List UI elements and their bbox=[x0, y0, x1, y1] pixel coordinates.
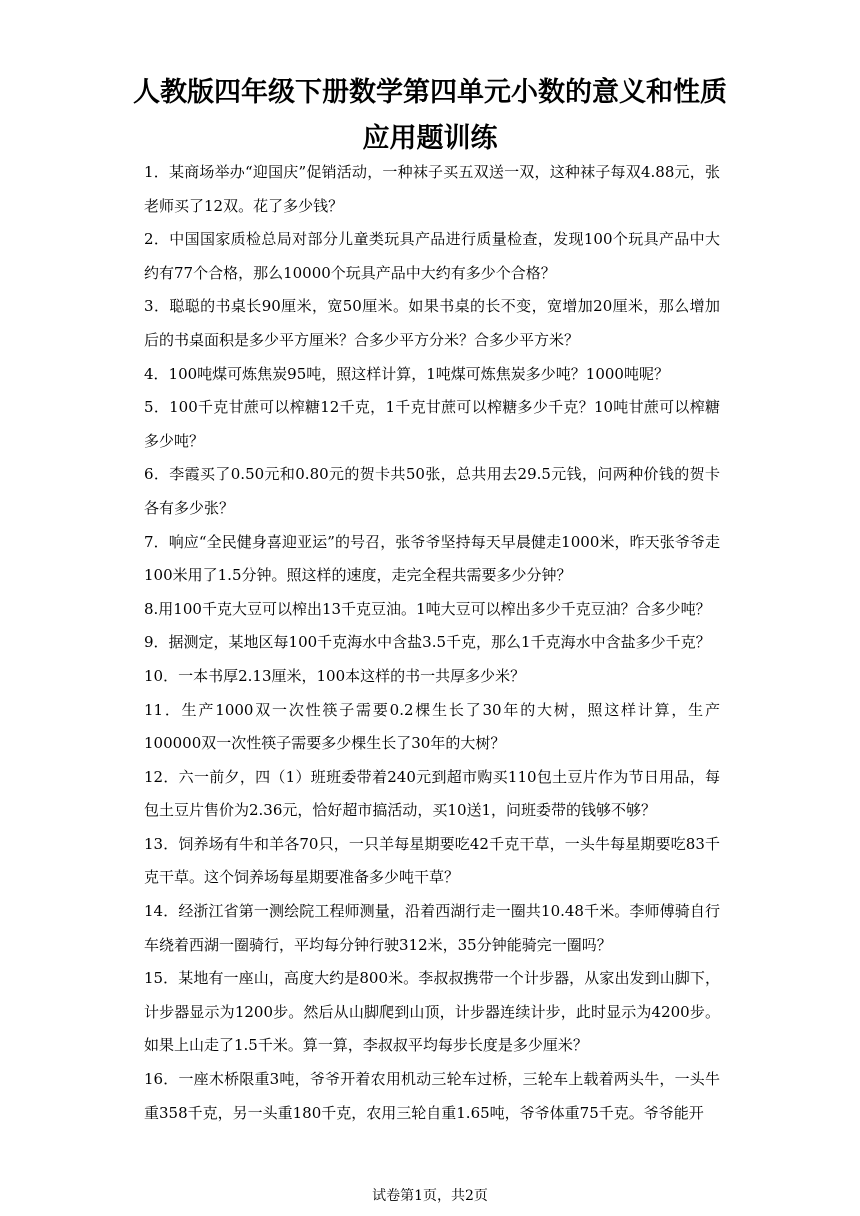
problem-item: 12．六一前夕，四（1）班班委带着240元到超市购买110包土豆片作为节日用品，每包土豆片售价为2.36元，恰好超市搞活动，买10送1，问班委带的钱够不够？ bbox=[144, 767, 720, 820]
problem-item: 14．经浙江省第一测绘院工程师测量，沿着西湖行走一圈共10.48千米。李师傅骑自行车绕着西湖一圈骑行，平均每分钟行驶312米，35分钟能骑完一圈吗？ bbox=[144, 902, 720, 954]
problem-item: 6．李霞买了0.50元和0.80元的贺卡共50张，总共用去29.5元钱，问两种价钱的贺卡各有多少张？ bbox=[144, 465, 720, 517]
page-title: 人教版四年级下册数学第四单元小数的意义和性质应用题训练 bbox=[133, 77, 727, 154]
problem-item: 3．聪聪的书桌长90厘米，宽50厘米。如果书桌的长不变，宽增加20厘米，那么增加后的书桌面积是多少平方厘米？合多少平方分米？合多少平方米？ bbox=[144, 297, 720, 349]
page-footer: 试卷第1页，共2页 bbox=[372, 1188, 488, 1204]
problem-item: 15．某地有一座山，高度大约是800米。李叔叔携带一个计步器，从家出发到山脚下，计步器显示为1200步。然后从山脚爬到山顶，计步器连续计步，此时显示为4200步。如果上山走了1.5千米。算一算，李叔叔平均每步长度是多少厘米？ bbox=[144, 969, 720, 1055]
problem-item: 11．生产1000双一次性筷子需要0.2棵生长了30年的大树，照这样计算，生产100000双一次性筷子需要多少棵生长了30年的大树？ bbox=[144, 700, 720, 753]
problem-item: 8.用100千克大豆可以榨出13千克豆油。1吨大豆可以榨出多少千克豆油？合多少吨？ bbox=[144, 599, 711, 618]
problem-item: 7．响应“全民健身喜迎亚运”的号召，张爷爷坚持每天早晨健走1000米，昨天张爷爷走100米用了1.5分钟。照这样的速度，走完全程共需要多少分钟？ bbox=[144, 532, 720, 585]
problem-item: 16．一座木桥限重3吨，爷爷开着农用机动三轮车过桥，三轮车上载着两头牛，一头牛重358千克，另一头重180千克，农用三轮自重1.65吨，爷爷体重75千克。爷爷能开 bbox=[144, 1070, 720, 1122]
problem-item: 1．某商场举办“迎国庆”促销活动，一种袜子买五双送一双，这种袜子每双4.88元，张老师买了12双。花了多少钱？ bbox=[144, 163, 720, 215]
problem-list bbox=[144, 156, 720, 1130]
problem-item: 10．一本书厚2.13厘米，100本这样的书一共厚多少米？ bbox=[144, 666, 526, 685]
problem-item: 2．中国国家质检总局对部分儿童类玩具产品进行质量检查，发现100个玩具产品中大约有77个合格，那么10000个玩具产品中大约有多少个合格？ bbox=[144, 230, 720, 282]
problem-item: 13．饲养场有牛和羊各70只，一只羊每星期要吃42千克干草，一头牛每星期要吃83千克干草。这个饲养场每星期要准备多少吨干草？ bbox=[144, 834, 720, 887]
problem-item: 9．据测定，某地区每100千克海水中含盐3.5千克，那么1千克海水中含盐多少千克？ bbox=[144, 633, 711, 652]
problem-item: 5．100千克甘蔗可以榨糖12千克，1千克甘蔗可以榨糖多少千克？10吨甘蔗可以榨糖多少吨？ bbox=[144, 398, 720, 450]
problem-item: 4．100吨煤可炼焦炭95吨，照这样计算，1吨煤可炼焦炭多少吨？1000吨呢？ bbox=[144, 364, 669, 383]
